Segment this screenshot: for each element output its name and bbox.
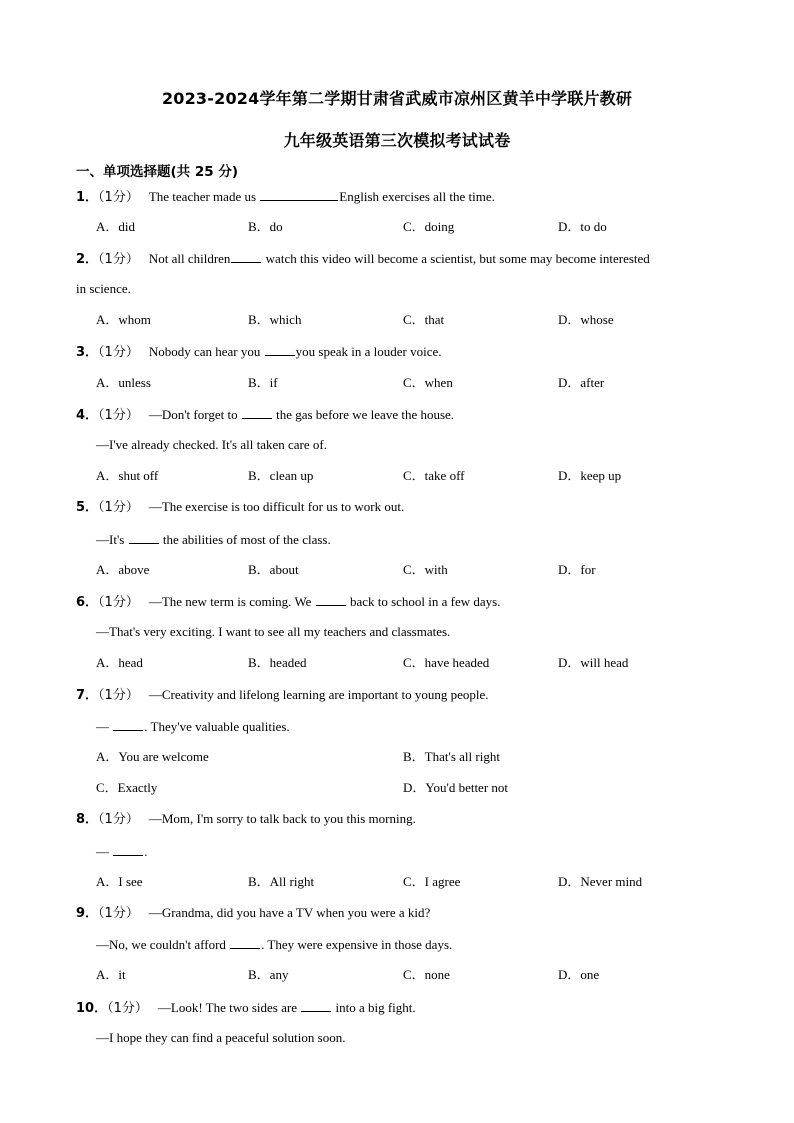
question-score: （1分） bbox=[98, 500, 139, 515]
question-score: （1分） bbox=[98, 595, 139, 610]
question-number: 4． bbox=[76, 408, 99, 423]
question-text: —The exercise is too difficult for us to work out. bbox=[148, 499, 405, 514]
option-a: A．head bbox=[96, 655, 143, 670]
question-text: watch this video will become a scientist, but some may become interested bbox=[262, 251, 650, 266]
option-c: C．take off bbox=[403, 468, 465, 483]
option-a: A．unless bbox=[96, 375, 151, 390]
option-c: C．I agree bbox=[403, 874, 461, 889]
option-d: D．to do bbox=[558, 219, 607, 234]
question-score: （1分） bbox=[107, 1001, 148, 1016]
option-c: C．with bbox=[403, 562, 448, 577]
answer-blank bbox=[231, 248, 261, 263]
question-score: （1分） bbox=[98, 408, 139, 423]
option-c: C．when bbox=[403, 375, 453, 390]
question-number: 7． bbox=[76, 688, 99, 703]
question-number: 3． bbox=[76, 345, 99, 360]
question-4 bbox=[76, 404, 454, 424]
option-b: B．do bbox=[248, 219, 283, 234]
question-number: 1． bbox=[76, 190, 99, 205]
answer-blank bbox=[230, 934, 260, 949]
option-c: C．none bbox=[403, 967, 450, 982]
question-9 bbox=[76, 903, 430, 923]
exam-title-line1: 2023-2024学年第二学期甘肃省武威市凉州区黄羊中学联片教研 bbox=[161, 89, 633, 108]
option-b: B．if bbox=[248, 375, 278, 390]
option-c: C．Exactly bbox=[96, 780, 158, 795]
option-b: B．which bbox=[248, 312, 302, 327]
question-text: —Mom, I'm sorry to talk back to you this morning. bbox=[148, 811, 416, 826]
question-2 bbox=[76, 248, 650, 268]
reply-text: the abilities of most of the class. bbox=[159, 532, 331, 547]
question-text: the gas before we leave the house. bbox=[272, 407, 455, 422]
option-b: B．any bbox=[248, 967, 289, 982]
question-text: The teacher made us bbox=[148, 189, 260, 204]
reply-text: —No, we couldn't afford bbox=[96, 937, 230, 952]
question-score: （1分） bbox=[98, 190, 139, 205]
reply-text: —It's bbox=[96, 532, 128, 547]
option-d: D．Never mind bbox=[558, 874, 643, 889]
option-a: A．shut off bbox=[96, 468, 159, 483]
option-b: B．That's all right bbox=[403, 749, 500, 764]
question-number: 6． bbox=[76, 595, 99, 610]
question-text: —Grandma, did you have a TV when you were a kid? bbox=[148, 905, 431, 920]
answer-blank bbox=[113, 716, 143, 731]
answer-blank bbox=[260, 186, 338, 201]
option-a: A．did bbox=[96, 219, 136, 234]
option-b: B．headed bbox=[248, 655, 307, 670]
option-d: D．keep up bbox=[558, 468, 622, 483]
reply-text: — bbox=[96, 719, 113, 734]
question-2-continuation: in science. bbox=[76, 281, 131, 296]
question-number: 8． bbox=[76, 812, 99, 827]
option-a: A．above bbox=[96, 562, 150, 577]
question-3 bbox=[76, 341, 441, 361]
question-text: back to school in a few days. bbox=[346, 594, 501, 609]
option-d: D．whose bbox=[558, 312, 614, 327]
question-9-reply bbox=[96, 934, 452, 954]
question-10-reply: —I hope they can find a peaceful solution soon. bbox=[96, 1030, 346, 1045]
reply-text: . They were expensive in those days. bbox=[261, 937, 453, 952]
question-text: you speak in a louder voice. bbox=[295, 344, 442, 359]
question-text: Not all children bbox=[148, 251, 231, 266]
option-c: C．that bbox=[403, 312, 445, 327]
question-10 bbox=[76, 997, 416, 1017]
answer-blank bbox=[129, 529, 159, 544]
option-d: D．You'd better not bbox=[403, 780, 509, 795]
option-a: A．whom bbox=[96, 312, 151, 327]
question-8-reply bbox=[96, 841, 148, 861]
reply-text: . bbox=[144, 844, 148, 859]
option-c: C．doing bbox=[403, 219, 455, 234]
question-text: English exercises all the time. bbox=[339, 189, 495, 204]
exam-title-line2: 九年级英语第三次模拟考试试卷 bbox=[283, 131, 511, 150]
option-d: D．after bbox=[558, 375, 605, 390]
question-number: 2． bbox=[76, 252, 99, 267]
question-number: 9． bbox=[76, 906, 99, 921]
option-b: B．clean up bbox=[248, 468, 314, 483]
reply-text: — bbox=[96, 844, 113, 859]
question-text: —Creativity and lifelong learning are important to young people. bbox=[148, 687, 489, 702]
question-text: —Don't forget to bbox=[148, 407, 241, 422]
question-1 bbox=[76, 186, 495, 206]
question-number: 5． bbox=[76, 500, 99, 515]
answer-blank bbox=[242, 404, 272, 419]
answer-blank bbox=[265, 341, 295, 356]
option-b: B．All right bbox=[248, 874, 315, 889]
question-text: into a big fight. bbox=[332, 1000, 416, 1015]
question-6 bbox=[76, 591, 501, 611]
question-7-reply bbox=[96, 716, 290, 736]
option-b: B．about bbox=[248, 562, 299, 577]
question-text: —Look! The two sides are bbox=[157, 1000, 301, 1015]
question-text: —The new term is coming. We bbox=[148, 594, 315, 609]
question-score: （1分） bbox=[98, 906, 139, 921]
question-text: Nobody can hear you bbox=[148, 344, 264, 359]
question-number: 10． bbox=[76, 1001, 108, 1016]
option-a: A．I see bbox=[96, 874, 143, 889]
question-5 bbox=[76, 497, 404, 517]
option-d: D．one bbox=[558, 967, 600, 982]
section-heading: 一、单项选择题(共 25 分) bbox=[76, 164, 239, 180]
option-a: A．it bbox=[96, 967, 126, 982]
reply-text: . They've valuable qualities. bbox=[144, 719, 290, 734]
question-7 bbox=[76, 685, 489, 705]
question-score: （1分） bbox=[98, 812, 139, 827]
answer-blank bbox=[316, 591, 346, 606]
question-score: （1分） bbox=[98, 345, 139, 360]
option-d: D．for bbox=[558, 562, 596, 577]
question-8 bbox=[76, 809, 416, 829]
question-5-reply bbox=[96, 529, 331, 549]
question-score: （1分） bbox=[98, 688, 139, 703]
question-score: （1分） bbox=[98, 252, 139, 267]
option-c: C．have headed bbox=[403, 655, 490, 670]
option-d: D．will head bbox=[558, 655, 629, 670]
option-a: A．You are welcome bbox=[96, 749, 209, 764]
answer-blank bbox=[301, 997, 331, 1012]
answer-blank bbox=[113, 841, 143, 856]
question-4-reply: —I've already checked. It's all taken care of. bbox=[96, 437, 327, 452]
question-6-reply: —That's very exciting. I want to see all my teachers and classmates. bbox=[96, 624, 451, 639]
